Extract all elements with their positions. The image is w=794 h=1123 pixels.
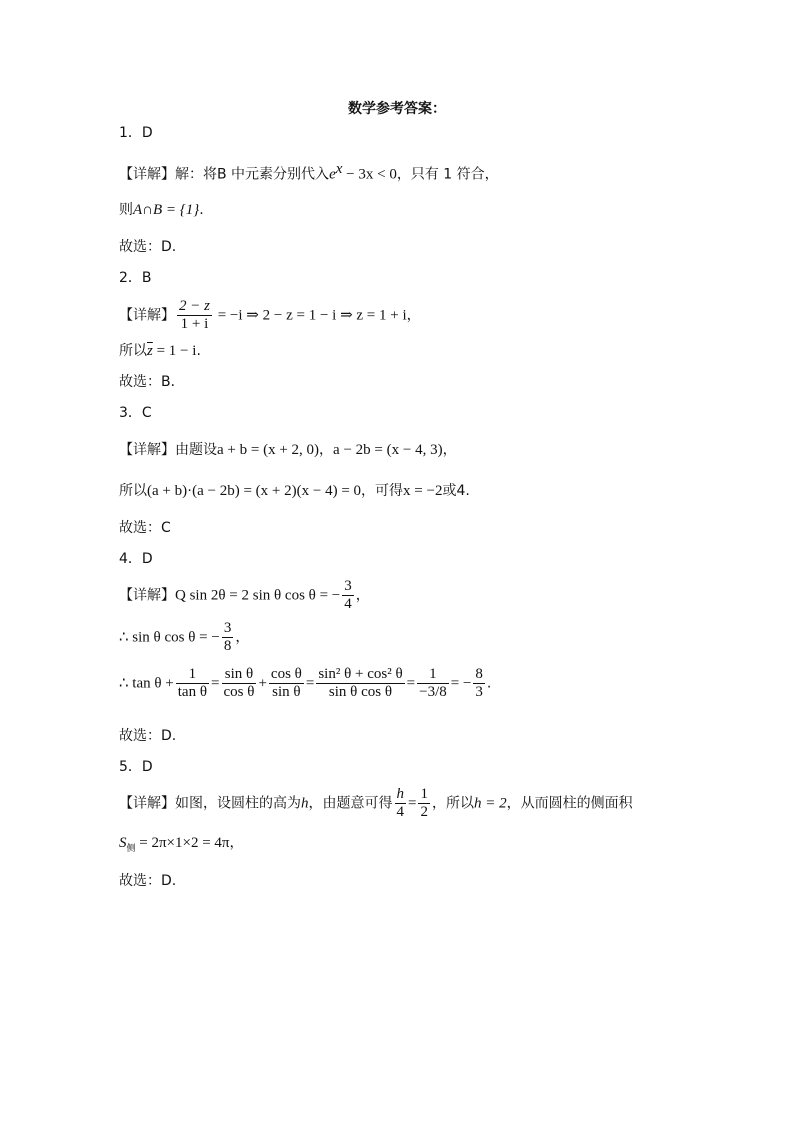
math-operator: = [406, 675, 416, 692]
fraction-denominator: −3/8 [419, 684, 447, 700]
fraction-numerator: 2 − z [179, 298, 210, 314]
text: 【详解】解：将B 中元素分别代入 [119, 166, 330, 183]
math: = −i ⇒ 2 − z = 1 − i ⇒ z = 1 + i [213, 307, 407, 324]
fraction-denominator: 3 [475, 684, 483, 700]
fraction [417, 666, 449, 701]
fraction-denominator: 8 [223, 638, 232, 654]
math-conjugate: $\overline{z}$ [147, 343, 153, 359]
text: ，可得 [361, 483, 404, 499]
fraction-denominator: 1 + i [180, 316, 209, 332]
answer-4-explanation-line-3 [119, 666, 491, 701]
math: Q sin 2θ = 2 sin θ cos θ = − [175, 587, 341, 604]
answer-3-conclusion: 故选：C [119, 520, 171, 536]
page-title: 数学参考答案： [348, 101, 446, 117]
text: ，只有 1 符合， [396, 166, 499, 183]
fraction [176, 666, 209, 701]
fraction [342, 578, 354, 613]
fraction-numerator: 8 [475, 666, 483, 682]
math: e [329, 166, 336, 183]
fraction [395, 786, 407, 821]
math-operator: = [305, 675, 315, 692]
text: 或4. [442, 483, 470, 499]
answer-5-conclusion: 故选：D. [119, 873, 177, 889]
answer-4-number: 4．D [119, 551, 153, 567]
math-sup: x [335, 161, 343, 177]
text: ， [355, 587, 370, 604]
text: 【详解】由题设 [119, 442, 217, 458]
text: ， [442, 442, 457, 458]
math-operator: + [258, 675, 267, 692]
fraction-numerator: 3 [223, 620, 232, 636]
fraction-numerator: 1 [420, 786, 428, 802]
fraction [418, 786, 430, 821]
math: ∴ tan θ + [119, 675, 174, 692]
text: . [486, 675, 492, 692]
math-operator: = − [450, 675, 472, 692]
answer-1-conclusion: 故选：D. [119, 239, 177, 255]
text: 所以 [119, 483, 147, 499]
fraction-numerator: sin θ [222, 666, 257, 684]
fraction-numerator: cos θ [270, 666, 302, 682]
answer-5-explanation-line-2 [119, 834, 244, 858]
math: (a + b)·(a − 2b) = (x + 2)(x − 4) = 0 [147, 483, 362, 499]
text: ，所以 [431, 795, 474, 812]
answer-4-conclusion: 故选：D. [119, 728, 177, 744]
fraction-numerator: 1 [176, 666, 209, 684]
fraction-denominator: sin θ cos θ [328, 684, 393, 700]
answer-1-explanation-line-2 [119, 201, 204, 219]
text: 【详解】如图，设圆柱的高为 [119, 795, 301, 812]
text: ， [235, 629, 250, 646]
answer-3-explanation-line-1 [119, 441, 457, 459]
math-operator: = [408, 795, 417, 812]
fraction-denominator: 2 [420, 804, 428, 820]
text: 所以 [119, 343, 147, 359]
text: ， [229, 835, 244, 851]
answer-4-explanation-line-1 [119, 578, 370, 613]
math-operator: = [211, 675, 220, 692]
text: ，从而圆柱的侧面积 [506, 795, 633, 812]
fraction-numerator: sin² θ + cos² θ [318, 666, 403, 682]
answer-5-number: 5．D [119, 759, 153, 775]
math: a + b = (x + 2, 0) [217, 442, 320, 458]
answer-3-number: 3．C [119, 405, 152, 421]
fraction [473, 666, 485, 701]
text: . [196, 343, 201, 359]
fraction-denominator: cos θ [223, 684, 255, 700]
math: ∴ sin θ cos θ = − [119, 629, 220, 646]
math: = 2π×1×2 = 4π [135, 835, 230, 851]
math: x = −2 [403, 483, 443, 499]
answer-1-number: 1．D [119, 125, 153, 141]
text: ， [319, 442, 334, 458]
math: h = 2 [473, 795, 507, 812]
answer-5-explanation-line-1 [119, 786, 633, 821]
fraction [177, 298, 212, 333]
math: a − 2b = (x − 4, 3) [333, 442, 443, 458]
fraction-denominator: sin θ [272, 684, 301, 700]
fraction-denominator: tan θ [177, 684, 208, 700]
answer-4-explanation-line-2 [119, 620, 249, 655]
fraction-numerator: h [396, 786, 404, 802]
fraction-numerator: 1 [417, 666, 449, 684]
text: 则 [119, 202, 133, 218]
math: h [301, 795, 309, 812]
text: 【详解】 [119, 307, 175, 324]
answer-2-explanation-line-2 [119, 342, 201, 360]
math: A∩B = {1} [133, 202, 200, 218]
math: S [119, 835, 127, 851]
fraction-numerator: 3 [344, 578, 352, 594]
text: . [199, 202, 204, 218]
fraction [269, 666, 304, 701]
fraction-denominator: 4 [344, 596, 352, 612]
answer-3-explanation-line-2 [119, 482, 470, 500]
answer-2-number: 2．B [119, 270, 152, 286]
math: − 3x < 0 [342, 166, 397, 183]
fraction-denominator: 4 [396, 804, 404, 820]
fraction [316, 666, 404, 701]
fraction [222, 666, 257, 701]
answer-2-conclusion: 故选：B． [119, 374, 185, 390]
text: ，由题意可得 [308, 795, 393, 812]
text: ， [406, 307, 421, 324]
answer-1-explanation-line-1 [119, 160, 499, 184]
math: = 1 − i [152, 343, 197, 359]
answer-2-explanation-line-1 [119, 298, 421, 333]
text: 【详解】 [119, 587, 175, 604]
fraction [222, 620, 234, 655]
math-sub: 侧 [126, 843, 136, 854]
